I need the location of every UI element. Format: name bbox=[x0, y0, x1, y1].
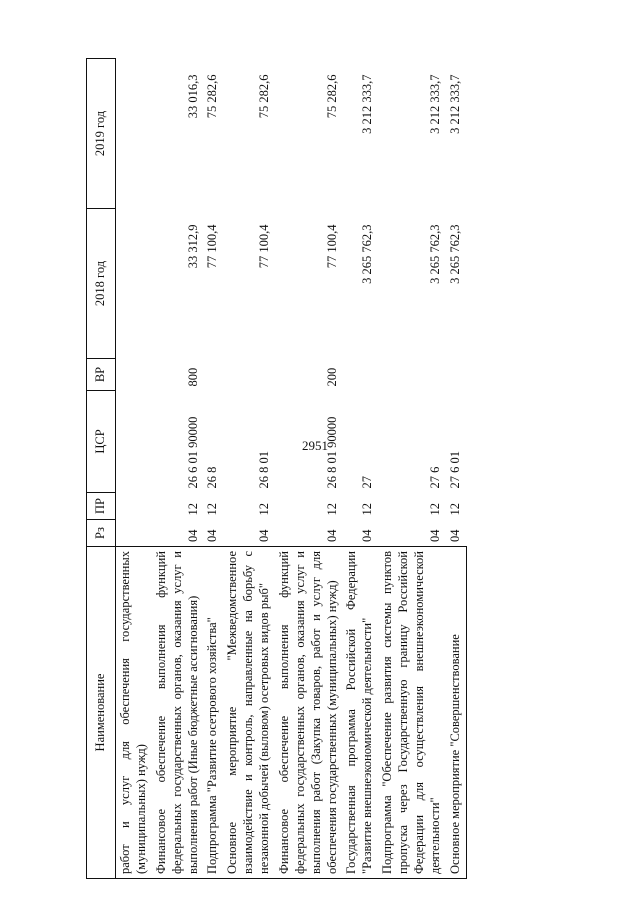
row-csr: 27 6 01 bbox=[448, 451, 463, 489]
row-vr bbox=[446, 359, 466, 391]
row-name: Государственная программа Российской Федерации "Развитие внешнеэкономической деятельности" bbox=[342, 547, 378, 879]
row-pr: 12 bbox=[448, 503, 463, 516]
row-vr bbox=[342, 359, 378, 391]
budget-table bbox=[86, 59, 593, 879]
row-2019: 75 282,6 bbox=[324, 74, 339, 119]
row-2019: 75 282,6 bbox=[205, 74, 220, 119]
row-2019 bbox=[116, 59, 152, 209]
header-rz: Рз bbox=[87, 520, 116, 547]
row-2018: 77 100,4 bbox=[257, 224, 271, 269]
table-row bbox=[152, 59, 204, 879]
row-csr: 26 8 bbox=[205, 466, 220, 489]
row-csr: 26 8 01 bbox=[257, 451, 271, 489]
row-vr: 800 bbox=[185, 367, 200, 387]
row-2018: 3 265 762,3 bbox=[448, 224, 463, 284]
row-csr: 27 6 bbox=[427, 466, 442, 489]
page-number: 2951 bbox=[302, 438, 328, 453]
table-row bbox=[116, 59, 152, 879]
header-2019: 2019 год bbox=[87, 59, 116, 209]
row-vr: 200 bbox=[324, 367, 339, 387]
table-row bbox=[446, 59, 466, 879]
header-2018: 2018 год bbox=[87, 209, 116, 359]
row-name: Подпрограмма "Обеспечение развития системы пунктов пропуска через Государственную границу Российской Федерации для осуществления внешнеэкономической деятельности" bbox=[378, 547, 446, 879]
row-name: Основное мероприятие "Совершенствование bbox=[446, 547, 466, 879]
row-rz: 04 bbox=[448, 529, 463, 542]
table-row bbox=[378, 59, 446, 879]
header-vr: ВР bbox=[87, 359, 116, 391]
row-2019: 3 212 333,7 bbox=[448, 74, 463, 134]
row-2018: 3 265 762,3 bbox=[427, 224, 442, 284]
header-pr: ПР bbox=[87, 493, 116, 520]
row-2019: 3 212 333,7 bbox=[427, 74, 442, 134]
row-vr bbox=[203, 359, 223, 391]
row-2019: 3 212 333,7 bbox=[360, 74, 375, 134]
row-name: работ и услуг для обеспечения государственных (муниципальных) нужд) bbox=[116, 547, 152, 879]
row-pr: 12 bbox=[185, 503, 200, 516]
table-header-row bbox=[87, 59, 116, 879]
row-2018: 77 100,4 bbox=[205, 224, 220, 269]
row-rz bbox=[116, 520, 152, 547]
row-pr: 12 bbox=[257, 503, 271, 516]
row-pr: 12 bbox=[427, 503, 442, 516]
row-name: Финансовое обеспечение выполнения функций федеральных государственных органов, оказания услуг и выполнения работ (Закупка товаров, работ и услуг для обеспечения государственных (муниципальных) нужд) bbox=[275, 547, 343, 879]
row-vr bbox=[116, 359, 152, 391]
row-pr: 12 bbox=[360, 503, 375, 516]
header-name: Наименование bbox=[87, 547, 116, 879]
row-vr bbox=[378, 359, 446, 391]
row-rz: 04 bbox=[205, 529, 220, 542]
table-row bbox=[342, 59, 378, 879]
row-2018: 77 100,4 bbox=[324, 224, 339, 269]
row-csr: 27 bbox=[360, 476, 375, 489]
row-name: Подпрограмма "Развитие осетрового хозяйства" bbox=[203, 547, 223, 879]
row-csr: 26 6 01 90000 bbox=[185, 416, 200, 489]
row-2018: 33 312,9 bbox=[185, 224, 200, 269]
table-row bbox=[275, 59, 343, 879]
row-name: Финансовое обеспечение выполнения функций федеральных государственных органов, оказания услуг и выполнения работ (Иные бюджетные ассигнования) bbox=[152, 547, 204, 879]
row-vr bbox=[223, 359, 275, 391]
table-row bbox=[203, 59, 223, 879]
row-name: Основное мероприятие "Межведомственное взаимодействие и контроль, направленные на борьбу с незаконной добычей (выловом) осетровых видов рыб" bbox=[223, 547, 275, 879]
header-csr: ЦСР bbox=[87, 391, 116, 493]
row-pr: 12 bbox=[324, 503, 339, 516]
row-rz: 04 bbox=[324, 529, 339, 542]
row-csr bbox=[116, 391, 152, 493]
row-rz: 04 bbox=[427, 529, 442, 542]
row-rz: 04 bbox=[257, 529, 271, 542]
row-pr: 12 bbox=[205, 503, 220, 516]
row-rz: 04 bbox=[360, 529, 375, 542]
row-pr bbox=[116, 493, 152, 520]
table-row bbox=[223, 59, 275, 879]
row-csr: 26 8 01 90000 bbox=[324, 416, 339, 489]
row-2018 bbox=[116, 209, 152, 359]
row-2019: 75 282,6 bbox=[257, 74, 271, 119]
row-2019: 33 016,3 bbox=[185, 74, 200, 119]
row-rz: 04 bbox=[185, 529, 200, 542]
row-2018: 3 265 762,3 bbox=[360, 224, 375, 284]
